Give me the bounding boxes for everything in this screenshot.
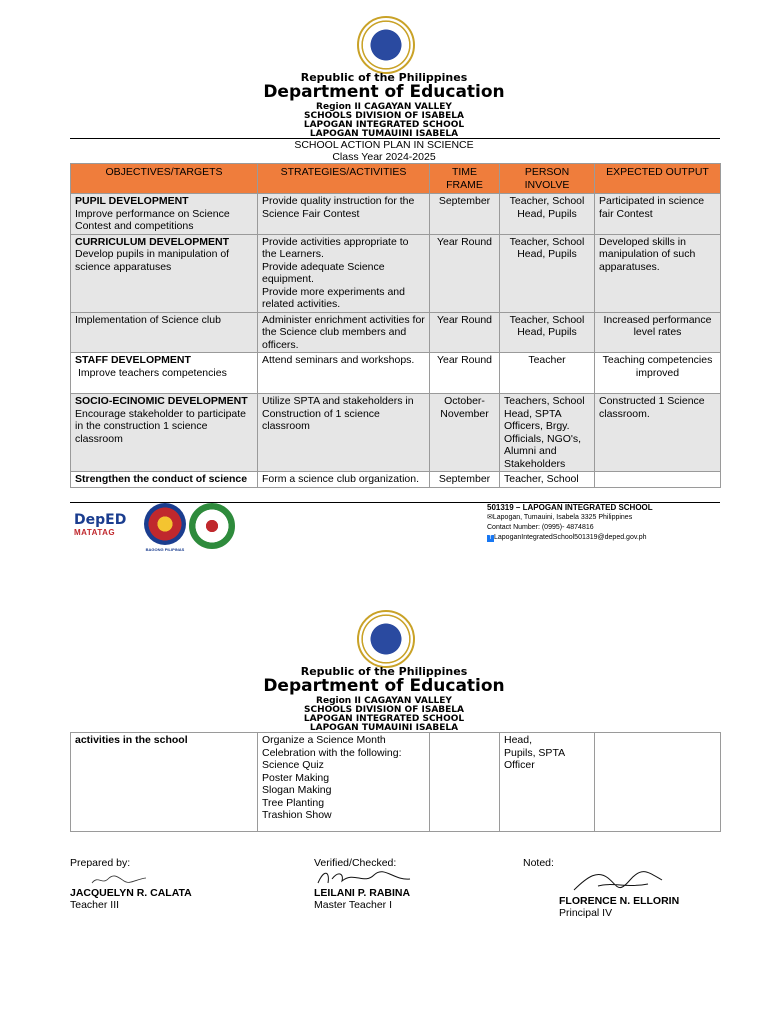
signature-image (314, 867, 414, 887)
plan-title: SCHOOL ACTION PLAN IN SCIENCE (294, 139, 474, 151)
signature-image (568, 866, 668, 896)
footer-email: LapoganIntegratedSchool501319@deped.gov.ph (494, 534, 647, 541)
action-plan-table (70, 163, 721, 488)
department-title: Department of Education (263, 676, 505, 696)
division-text: SCHOOLS DIVISION OF ISABELA (304, 111, 464, 121)
strategy-cell: Provide quality instruction for the Science Fair Contest (258, 194, 430, 235)
output-cell: Increased performance level rates (595, 312, 721, 353)
table-row (71, 312, 721, 353)
mail-icon: ✉ (487, 514, 493, 521)
signatory-noted (559, 895, 679, 919)
col-time-frame: TIME FRAME (430, 164, 500, 194)
person-cell: Teacher, School Head, Pupils (500, 312, 595, 353)
deped-logo-text: DepED (74, 512, 127, 528)
signatory-prepared (70, 857, 192, 911)
signatory-role: Verified/Checked: (314, 857, 397, 869)
signatory-verified (314, 857, 414, 911)
continuation-table (70, 732, 721, 832)
facebook-icon: f (487, 535, 494, 542)
division-text: SCHOOLS DIVISION OF ISABELA (304, 705, 464, 715)
signatory-noted-role (523, 857, 554, 869)
col-expected-output: EXPECTED OUTPUT (595, 164, 721, 194)
output-cell: Developed skills in manipulation of such apparatuses. (595, 234, 721, 312)
time-cell: Year Round (430, 353, 500, 394)
time-cell: Year Round (430, 234, 500, 312)
col-person-involve: PERSON INVOLVE (500, 164, 595, 194)
school-logo (189, 503, 235, 549)
table-row (71, 234, 721, 312)
strategy-cell: Provide activities appropriate to the Learners. Provide adequate Science equipment. Provide more experiments and related activities. (258, 234, 430, 312)
table-row (71, 194, 721, 235)
person-cell: Teacher, School Head, Pupils (500, 194, 595, 235)
footer-phone: Contact Number: (0995)- 4874816 (487, 524, 594, 531)
signatory-position: Master Teacher I (314, 899, 393, 911)
objective-text: Encourage stakeholder to participate in the construction 1 science classroom (75, 407, 247, 445)
output-cell: Constructed 1 Science classroom. (595, 394, 721, 472)
objective-title: Strengthen the conduct of science (71, 472, 258, 488)
deped-seal-logo (357, 610, 415, 668)
person-cell: Head, Pupils, SPTA Officer (500, 733, 595, 832)
region-text: Region II CAGAYAN VALLEY (316, 102, 452, 112)
strategy-cell: Form a science club organization. (258, 472, 430, 488)
address-text: LAPOGAN TUMAUINI ISABELA (309, 723, 459, 733)
objective-text: Implementation of Science club (71, 312, 258, 353)
signatory-position: Teacher III (70, 899, 120, 911)
deped-seal-logo (357, 16, 415, 74)
objective-title: STAFF DEVELOPMENT (75, 354, 191, 366)
col-objectives: OBJECTIVES/TARGETS (71, 164, 258, 194)
output-cell: Participated in science fair Contest (595, 194, 721, 235)
person-cell: Teachers, School Head, SPTA Officers, Brgy. Officials, NGO's, Alumni and Stakeholders (500, 394, 595, 472)
republic-text: Republic of the Philippines (300, 665, 468, 678)
objective-text: Develop pupils in manipulation of science apparatuses (75, 248, 230, 273)
bagong-pilipinas-text: BAGONG PILIPINAS (145, 547, 185, 552)
table-header-row (71, 164, 721, 194)
output-cell (595, 472, 721, 488)
region-text: Region II CAGAYAN VALLEY (316, 696, 452, 706)
table-row (71, 733, 721, 832)
objective-title: CURRICULUM DEVELOPMENT (75, 235, 229, 248)
signatory-role: Prepared by: (70, 857, 131, 869)
strategy-cell: Attend seminars and workshops. (258, 353, 430, 394)
signature-image (90, 873, 150, 887)
page-header (0, 72, 768, 139)
strategy-cell: Organize a Science Month Celebration with the following: Science Quiz Poster Making Slogan Making Tree Planting Trashion Show (258, 733, 430, 832)
objective-title: activities in the school (71, 733, 258, 832)
signatory-role: Noted: (523, 857, 554, 869)
republic-text: Republic of the Philippines (300, 71, 468, 84)
time-cell: Year Round (430, 312, 500, 353)
strategy-cell: Administer enrichment activities for the Science club members and officers. (258, 312, 430, 353)
time-cell: September (430, 472, 500, 488)
objective-title: PUPIL DEVELOPMENT (75, 195, 189, 207)
deped-matatag-logo (74, 512, 126, 537)
signatory-position: Principal IV (559, 907, 613, 919)
table-row (71, 472, 721, 488)
plan-heading (0, 139, 768, 163)
signatory-name: LEILANI P. RABINA (314, 887, 411, 899)
footer-address: Lapogan, Tumauini, Isabela 3325 Philippines (492, 514, 633, 521)
person-cell: Teacher (500, 353, 595, 394)
objective-title: SOCIO-ECINOMIC DEVELOPMENT (75, 395, 248, 407)
col-strategies: STRATEGIES/ACTIVITIES (258, 164, 430, 194)
time-cell: October-November (430, 394, 500, 472)
footer-contact (487, 503, 653, 543)
time-cell: September (430, 194, 500, 235)
output-cell (595, 733, 721, 832)
signatory-name: FLORENCE N. ELLORIN (559, 895, 680, 907)
objective-text: Improve teachers competencies (78, 366, 227, 379)
output-cell: Teaching competencies improved (595, 353, 721, 394)
table-row (71, 353, 721, 394)
school-text: LAPOGAN INTEGRATED SCHOOL (303, 714, 465, 724)
plan-year: Class Year 2024-2025 (332, 151, 436, 163)
strategy-cell: Utilize SPTA and stakeholders in Construction of 1 science classroom (258, 394, 430, 472)
table-row (71, 394, 721, 472)
person-cell: Teacher, School (500, 472, 595, 488)
person-cell: Teacher, School Head, Pupils (500, 234, 595, 312)
matatag-logo-text: MATATAG (74, 528, 116, 537)
time-cell (430, 733, 500, 832)
signatory-name: JACQUELYN R. CALATA (70, 887, 192, 899)
address-text: LAPOGAN TUMAUINI ISABELA (309, 129, 459, 139)
bagong-pilipinas-logo (144, 503, 186, 545)
page-header (0, 666, 768, 733)
department-title: Department of Education (263, 82, 505, 102)
objective-text: Improve performance on Science Contest and competitions (75, 207, 230, 232)
school-text: LAPOGAN INTEGRATED SCHOOL (303, 120, 465, 130)
footer-school-id: 501319 – LAPOGAN INTEGRATED SCHOOL (487, 503, 653, 512)
